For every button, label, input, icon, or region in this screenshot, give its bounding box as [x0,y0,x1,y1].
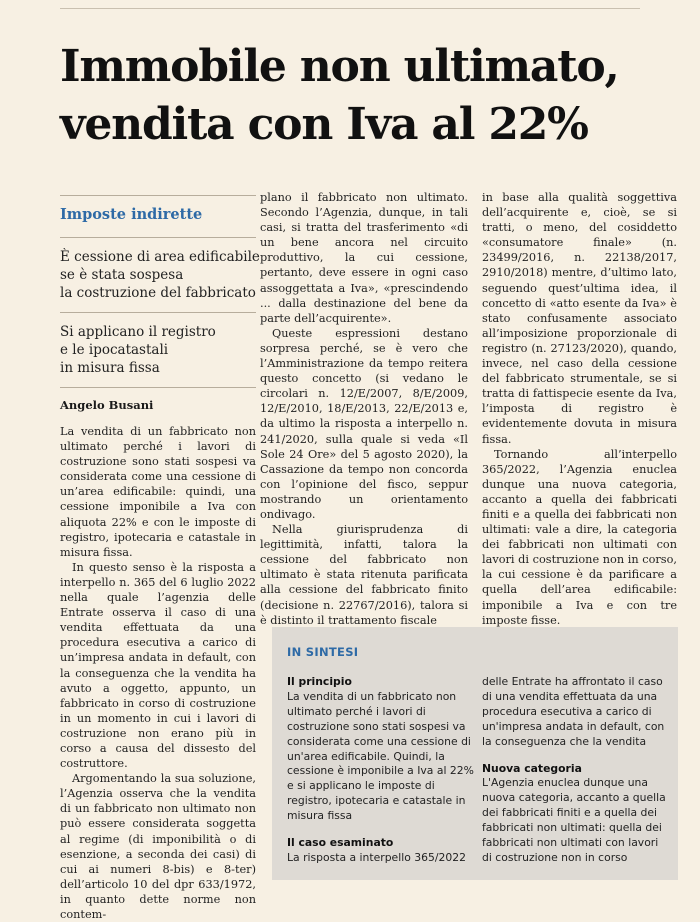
summary-line: L'Agenzia enuclea dunque una [482,776,648,790]
summary-line: un'area edificabile. Quindi, la [287,749,445,763]
paragraph: Nella giurisprudenza di legittimità, infatti, talora la cessione del fabbricato non ultimato è stata ritenuta parificata alla cessione del fabbricato finito (decisione n. 22767/2016), talora si è distinto il trattamento fiscale [260,523,468,627]
summary-line: procedura esecutiva a carico di [482,704,652,718]
article-column-3 [482,190,677,640]
left-column [60,195,260,922]
summary-line: la conseguenza che la vendita [482,734,647,748]
paragraph: plano il fabbricato non ultimato. Secondo l’Agenzia, dunque, in tali casi, si tratta del trasferimento «di un bene ancora nel circuito produttivo, la cui cessione, pertanto, deve essere in ogni caso assoggettata a Iva», «prescindendo ... dalla destinazione del bene da parte dell’acquirente». [260,191,468,325]
headline-line-1: Immobile non ultimato, [60,41,619,92]
summary-title: IN SINTESI [287,645,359,659]
article-column-2 [260,190,468,628]
summary-line: registro, ipotecaria e catastale in [287,794,466,808]
summary-line: La risposta a interpello 365/2022 [287,850,466,864]
subhead-line: la costruzione del fabbricato [60,285,256,301]
paragraph: In questo senso è la risposta a interpello n. 365 del 6 luglio 2022 nella quale l’agenzia delle Entrate osserva il caso di una vendita effettuata da una procedura esecutiva a carico di un’impresa andata in default, con la conseguenza che la vendita ha avuto a oggetto, appunto, un fabbricato in corso di costruzione in un momento in cui i lavori di costruzione non erano più in corso a causa del dissesto del costruttore. [60,560,256,771]
summary-line: cessione è imponibile a Iva al 22% [287,764,474,778]
paragraph: Queste espressioni destano sorpresa perché, se è vero che l’Amministrazione da tempo reitera questo concetto (si vedano le circolari n. 12/E/2007, 8/E/2009, 12/E/2010, 18/E/2013, 22/E/2013 e, da ultimo la risposta a interpello n. 241/2020, sulla quale si veda «Il Sole 24 Ore» del 5 agosto 2020), la Cassazione da tempo non concorda con l’opinione del fisco, seppur mostrando un orientamento ondivago. [260,326,468,521]
summary-line: misura fissa [287,809,353,823]
summary-line: di costruzione non in corso [482,850,628,864]
headline-line-2: vendita con Iva al 22% [60,99,588,150]
summary-line: considerata come una cessione di [287,734,471,748]
paragraph: in base alla qualità soggettiva dell’acquirente e, cioè, se si tratti, o meno, del cosiddetto «consumatore finale» (n. 23499/2016, n. 22138/2017, 2910/2018) mentre, d’ultimo lato, seguendo quest’ultima idea, il concetto di «atto esente da Iva» è stato confusamente associato all’imposizione proporzionale di registro (n. 27123/2020), quando, invece, nel caso della cessione del fabbricato strumentale, se si tratta di fattispecie esente da Iva, l’imposta di registro è evidentemente dovuta in misura fissa. [482,191,677,446]
headline [60,38,660,154]
summary-left-column [287,675,472,866]
summary-line: ultimato perché i lavori di [287,704,426,718]
summary-line: La vendita di un fabbricato non [287,689,457,703]
subhead-line: Si applicano il registro [60,324,216,340]
section-label: Imposte indirette [60,206,203,223]
summary-line: nuova categoria, accanto a quella [482,791,666,805]
summary-line: fabbricati non ultimati con lavori [482,836,659,850]
summary-line: costruzione sono stati sospesi va [287,719,466,733]
summary-line: di una vendita effettuata da una [482,689,658,703]
summary-heading: Il caso esaminato [287,836,394,850]
subhead-line: se è stata sospesa [60,267,184,283]
summary-heading: Nuova categoria [482,761,582,775]
summary-line: e si applicano le imposte di [287,779,435,793]
author-byline: Angelo Busani [60,398,154,412]
subhead-line: in misura fissa [60,360,160,376]
paragraph: Argomentando la sua soluzione, l’Agenzia osserva che la vendita di un fabbricato non ultimato non può essere considerata soggetta al regime (di imponibilità o di esenzione, a seconda dei casi) di cui ai numeri 8-bis) e 8-ter) dell’articolo 10 del dpr 633/1972, in quanto dette norme non contem- [60,772,256,921]
summary-right-column [482,675,667,866]
subhead-1 [60,238,260,312]
summary-box [272,627,678,880]
summary-line: delle Entrate ha affrontato il caso [482,675,663,688]
summary-heading: Il principio [287,675,352,688]
paragraph: La vendita di un fabbricato non ultimato perché i lavori di costruzione sono stati sospesi va considerata come una cessione di un’area edificabile: quindi, una cessione imponibile a Iva con aliquota 22% e con le imposte di registro, ipotecaria e catastale in misura fissa. [60,425,256,559]
subhead-line: e le ipocatastali [60,342,169,358]
top-rule [60,8,640,9]
subhead-2 [60,313,256,387]
subhead-line: È cessione di area edificabile [60,249,260,265]
article-column-1 [60,424,256,922]
summary-line: un'impresa andata in default, con [482,719,665,733]
paragraph: Tornando all’interpello 365/2022, l’Agenzia enuclea dunque una nuova categoria, accanto a quella dei fabbricati finiti e a quella dei fabbricati non ultimati: vale a dire, la categoria dei fabbricati non ultimati con lavori di costruzione non in corso, la cui cessione è da parificare a quella dell’area edificabile: imponibile a Iva e con tre imposte fisse. [482,447,677,627]
summary-line: dei fabbricati finiti e a quella dei [482,806,658,820]
summary-line: fabbricati non ultimati: quella dei [482,821,662,835]
